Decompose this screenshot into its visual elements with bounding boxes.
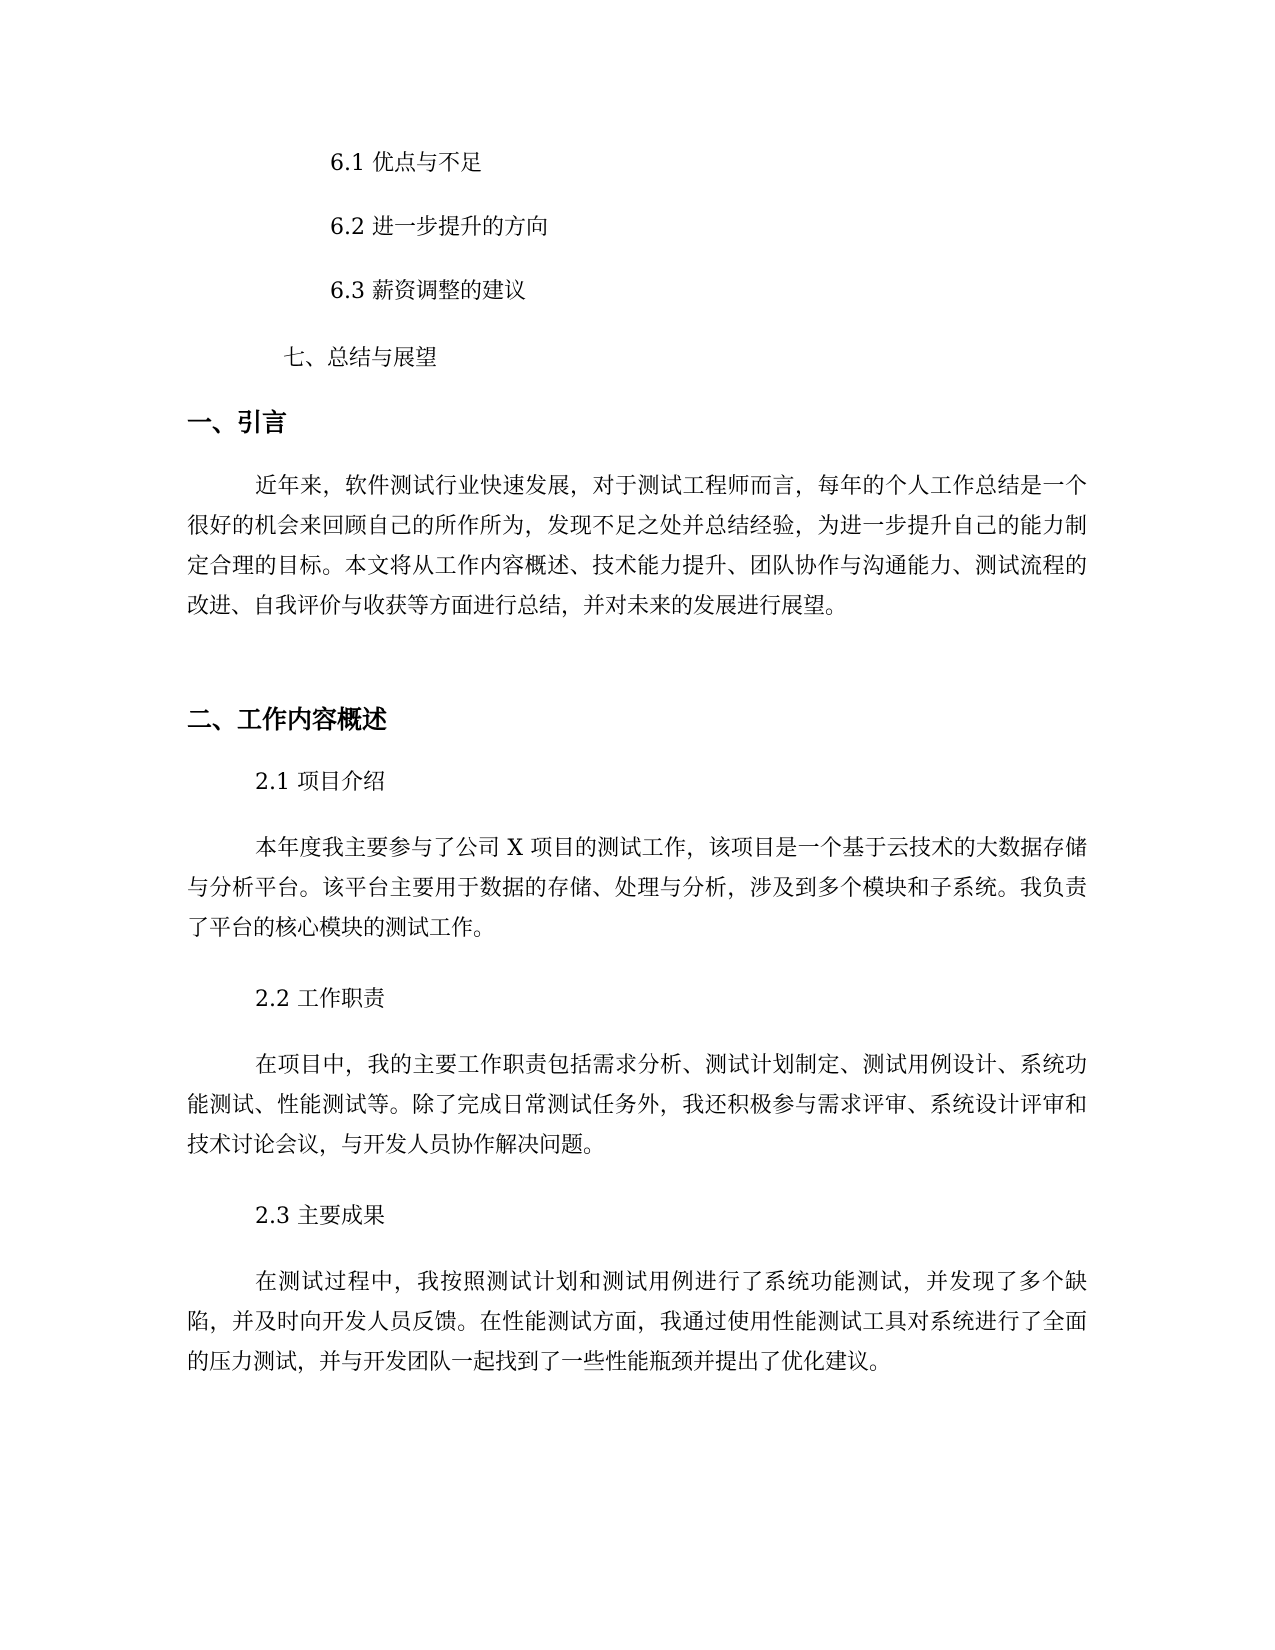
toc-item-6-1: 6.1 优点与不足	[330, 151, 482, 176]
subsection-2-1-paragraph: 本年度我主要参与了公司 X 项目的测试工作，该项目是一个基于云技术的大数据存储与分析平台。该平台主要用于数据的存储、处理与分析，涉及到多个模块和子系统。我负责了平台的核心模块的测试工作。	[187, 836, 1087, 941]
section-2-heading: 二、工作内容概述	[187, 705, 388, 734]
subsection-2-2-title: 2.2 工作职责	[255, 987, 385, 1012]
subsection-2-3-title: 2.3 主要成果	[255, 1204, 385, 1229]
subsection-2-3-paragraph: 在测试过程中，我按照测试计划和测试用例进行了系统功能测试，并发现了多个缺陷，并及时向开发人员反馈。在性能测试方面，我通过使用性能测试工具对系统进行了全面的压力测试，并与开发团队一起找到了一些性能瓶颈并提出了优化建议。	[187, 1270, 1087, 1375]
toc-item-6-3: 6.3 薪资调整的建议	[330, 279, 526, 304]
toc-item-7: 七、总结与展望	[283, 346, 438, 371]
section-1-paragraph: 近年来，软件测试行业快速发展，对于测试工程师而言，每年的个人工作总结是一个很好的机会来回顾自己的所作所为，发现不足之处并总结经验，为进一步提升自己的能力制定合理的目标。本文将从工作内容概述、技术能力提升、团队协作与沟通能力、测试流程的改进、自我评价与收获等方面进行总结，并对未来的发展进行展望。	[187, 474, 1087, 619]
subsection-2-1-title: 2.1 项目介绍	[255, 770, 385, 795]
section-1-heading: 一、引言	[187, 408, 288, 437]
toc-item-6-2: 6.2 进一步提升的方向	[330, 215, 548, 240]
subsection-2-2-paragraph: 在项目中，我的主要工作职责包括需求分析、测试计划制定、测试用例设计、系统功能测试、性能测试等。除了完成日常测试任务外，我还积极参与需求评审、系统设计评审和技术讨论会议，与开发人员协作解决问题。	[187, 1053, 1087, 1158]
